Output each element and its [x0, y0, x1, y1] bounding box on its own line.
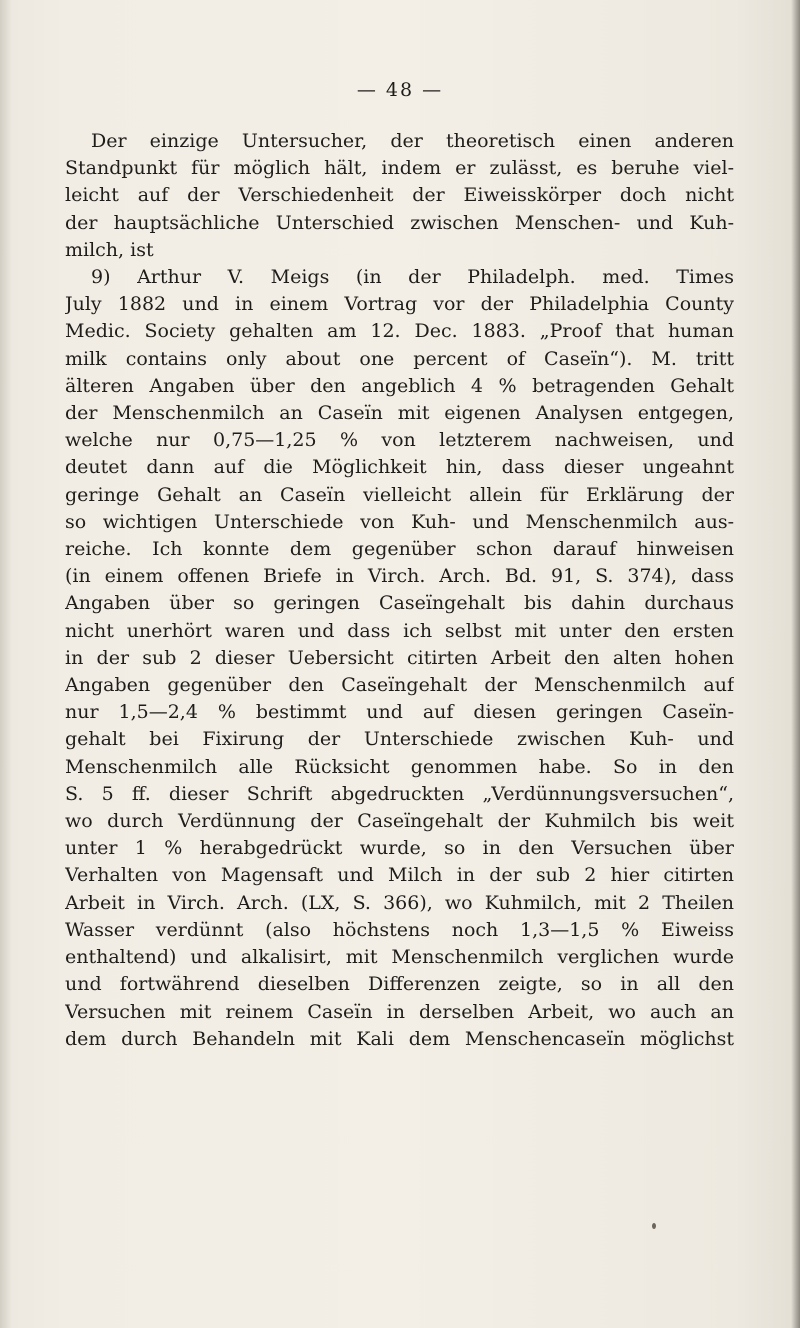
body-text	[65, 128, 734, 1053]
text-line: Medic. Society gehalten am 12. Dec. 1883. „Proof that human	[65, 320, 734, 343]
page-edge-shadow	[791, 0, 800, 1328]
text-line: nicht unerhört waren und dass ich selbst mit unter den ersten	[65, 619, 734, 642]
text-line: Angaben über so geringen Caseïngehalt bis dahin durchaus	[65, 592, 734, 615]
page-number: — 48 —	[356, 79, 444, 101]
text-line: Arbeit in Virch. Arch. (LX, S. 366), wo Kuhmilch, mit 2 Theilen	[65, 891, 734, 914]
text-line: leicht auf der Verschiedenheit der Eiweisskörper doch nicht	[65, 184, 734, 207]
text-line: der Menschenmilch an Caseïn mit eigenen Analysen entgegen,	[65, 402, 734, 425]
text-line: Wasser verdünnt (also höchstens noch 1,3—1,5 % Eiweiss	[65, 918, 734, 941]
text-line: gehalt bei Fixirung der Unterschiede zwischen Kuh- und	[65, 728, 734, 751]
text-line: S. 5 ff. dieser Schrift abgedruckten „Verdünnungsversuchen“,	[65, 782, 734, 805]
text-line: der hauptsächliche Unterschied zwischen Menschen- und Kuh-	[65, 211, 734, 234]
text-line: älteren Angaben über den angeblich 4 % betragenden Gehalt	[65, 374, 734, 397]
text-line: in der sub 2 dieser Uebersicht citirten Arbeit den alten hohen	[65, 646, 734, 669]
text-line: Angaben gegenüber den Caseïngehalt der Menschenmilch auf	[65, 674, 734, 697]
text-line: deutet dann auf die Möglichkeit hin, dass dieser ungeahnt	[65, 456, 734, 479]
text-line: Der einzige Untersucher, der theoretisch einen anderen	[91, 130, 734, 152]
ink-speck	[652, 1223, 656, 1229]
text-line: nur 1,5—2,4 % bestimmt und auf diesen geringen Caseïn-	[65, 701, 734, 724]
text-line: und fortwährend dieselben Differenzen zeigte, so in all den	[65, 973, 734, 996]
text-line: so wichtigen Unterschiede von Kuh- und Menschenmilch aus-	[65, 510, 734, 533]
text-line: unter 1 % herabgedrückt wurde, so in den Versuchen über	[65, 837, 734, 860]
text-line: Verhalten von Magensaft und Milch in der sub 2 hier citirten	[65, 864, 734, 887]
book-gutter-shadow	[0, 0, 12, 1328]
text-line: geringe Gehalt an Caseïn vielleicht allein für Erklärung der	[65, 483, 734, 506]
text-line: 9) Arthur V. Meigs (in der Philadelph. med. Times	[91, 266, 734, 289]
text-line: Menschenmilch alle Rücksicht genommen habe. So in den	[65, 755, 734, 778]
text-line: (in einem offenen Briefe in Virch. Arch. Bd. 91, S. 374), dass	[65, 565, 734, 588]
text-line: Versuchen mit reinem Caseïn in derselben Arbeit, wo auch an	[65, 1000, 734, 1023]
text-line: Standpunkt für möglich hält, indem er zulässt, es beruhe viel-	[65, 157, 734, 180]
text-line: reiche. Ich konnte dem gegenüber schon darauf hinweisen	[65, 538, 734, 561]
text-line: July 1882 und in einem Vortrag vor der Philadelphia County	[65, 293, 734, 316]
text-line: milch, ist	[65, 238, 154, 261]
text-line: dem durch Behandeln mit Kali dem Menschencaseïn möglichst	[65, 1027, 734, 1050]
text-line: welche nur 0,75—1,25 % von letzterem nachweisen, und	[65, 429, 734, 452]
text-line: enthaltend) und alkalisirt, mit Menschenmilch verglichen wurde	[65, 946, 734, 969]
text-line: milk contains only about one percent of Caseïn“). M. tritt	[65, 347, 734, 370]
text-line: wo durch Verdünnung der Caseïngehalt der Kuhmilch bis weit	[65, 810, 734, 833]
